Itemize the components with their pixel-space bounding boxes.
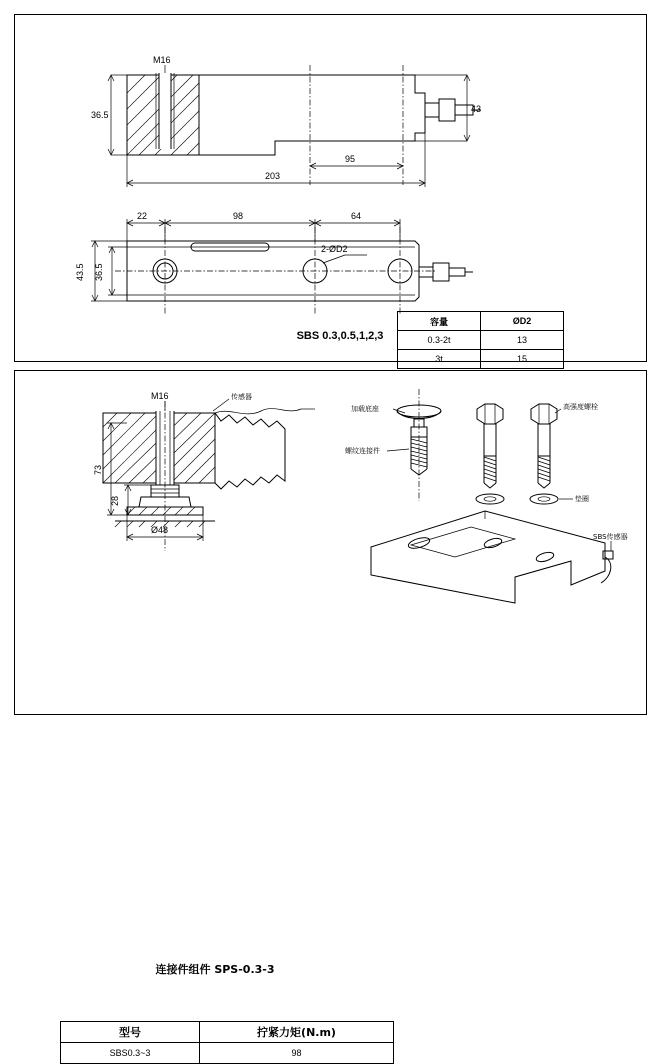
top-drawing-panel (14, 14, 647, 362)
dim-plan-top (127, 211, 400, 241)
bolt-2 (531, 404, 557, 488)
table-header-torque: 拧紧力矩(N.m) (200, 1022, 394, 1043)
table-row (61, 1043, 394, 1064)
plan-view-body (115, 227, 473, 315)
label-thread-connector: 螺纹连接件 (345, 447, 380, 455)
bottom-drawing-svg (15, 371, 646, 714)
cell-od2-2: 15 (481, 350, 564, 369)
top-panel-caption: SBS 0.3,0.5,1,2,3 (296, 330, 384, 342)
assembly-caption: 连接件组件 SPS‐0.3-3 (155, 963, 275, 976)
dim-43-5-label: 43.5 (75, 263, 85, 281)
dim-height-left (91, 75, 127, 155)
mount-section-view (103, 401, 315, 551)
label-m16-mount: M16 (151, 391, 169, 401)
washers (476, 494, 558, 504)
sensor-callout-mount (213, 392, 252, 411)
bolt-1 (477, 404, 503, 488)
table-header-capacity: 容量 (398, 312, 481, 331)
table-row (398, 331, 564, 350)
label-load-button: 加载底座 (351, 405, 379, 413)
cell-model-1: SBS0.3~3 (61, 1043, 200, 1064)
thread-callout-side (153, 55, 171, 73)
cell-torque-1: 98 (200, 1043, 394, 1064)
dim-95 (310, 154, 403, 169)
cell-capacity-1: 0.3-2t (398, 331, 481, 350)
cell-od2-1: 13 (481, 331, 564, 350)
dim-28-label: 28 (110, 495, 120, 506)
side-view-body (127, 73, 481, 155)
label-m16-side: M16 (153, 55, 171, 65)
dim-22-label: 22 (137, 211, 148, 221)
cell-capacity-2: 3t (398, 350, 481, 369)
torque-table (60, 1021, 394, 1064)
label-high-strength-bolt: 高强度螺栓 (563, 403, 598, 411)
table-header-od2: ØD2 (481, 312, 564, 331)
table-row (398, 350, 564, 369)
load-cell-body (371, 511, 613, 603)
dim-43-side: 43 (471, 104, 482, 114)
thread-callout-mount (151, 391, 169, 411)
table-header-model: 型号 (61, 1022, 200, 1043)
label-2-od2: 2-ØD2 (321, 244, 348, 254)
dim-203-label: 203 (265, 171, 281, 181)
capacity-table (397, 311, 564, 369)
bottom-drawing-panel (14, 370, 647, 1058)
dim-98-label: 98 (233, 211, 244, 221)
dim-d48-label: Ø48 (151, 525, 169, 535)
dim-95-label: 95 (345, 154, 356, 164)
dim-64-label: 64 (351, 211, 362, 221)
label-washer: 垫圈 (575, 495, 589, 503)
label-sbs-sensor: SBS传感器 (593, 533, 628, 541)
dim-73-label: 73 (93, 464, 103, 475)
dim-36-5-side: 36.5 (91, 110, 109, 120)
label-sensor-mount: 传感器 (231, 393, 252, 401)
dim-28 (110, 485, 151, 515)
top-drawing-svg (15, 15, 646, 361)
dim-36-5-plan-label: 36.5 (94, 263, 104, 281)
